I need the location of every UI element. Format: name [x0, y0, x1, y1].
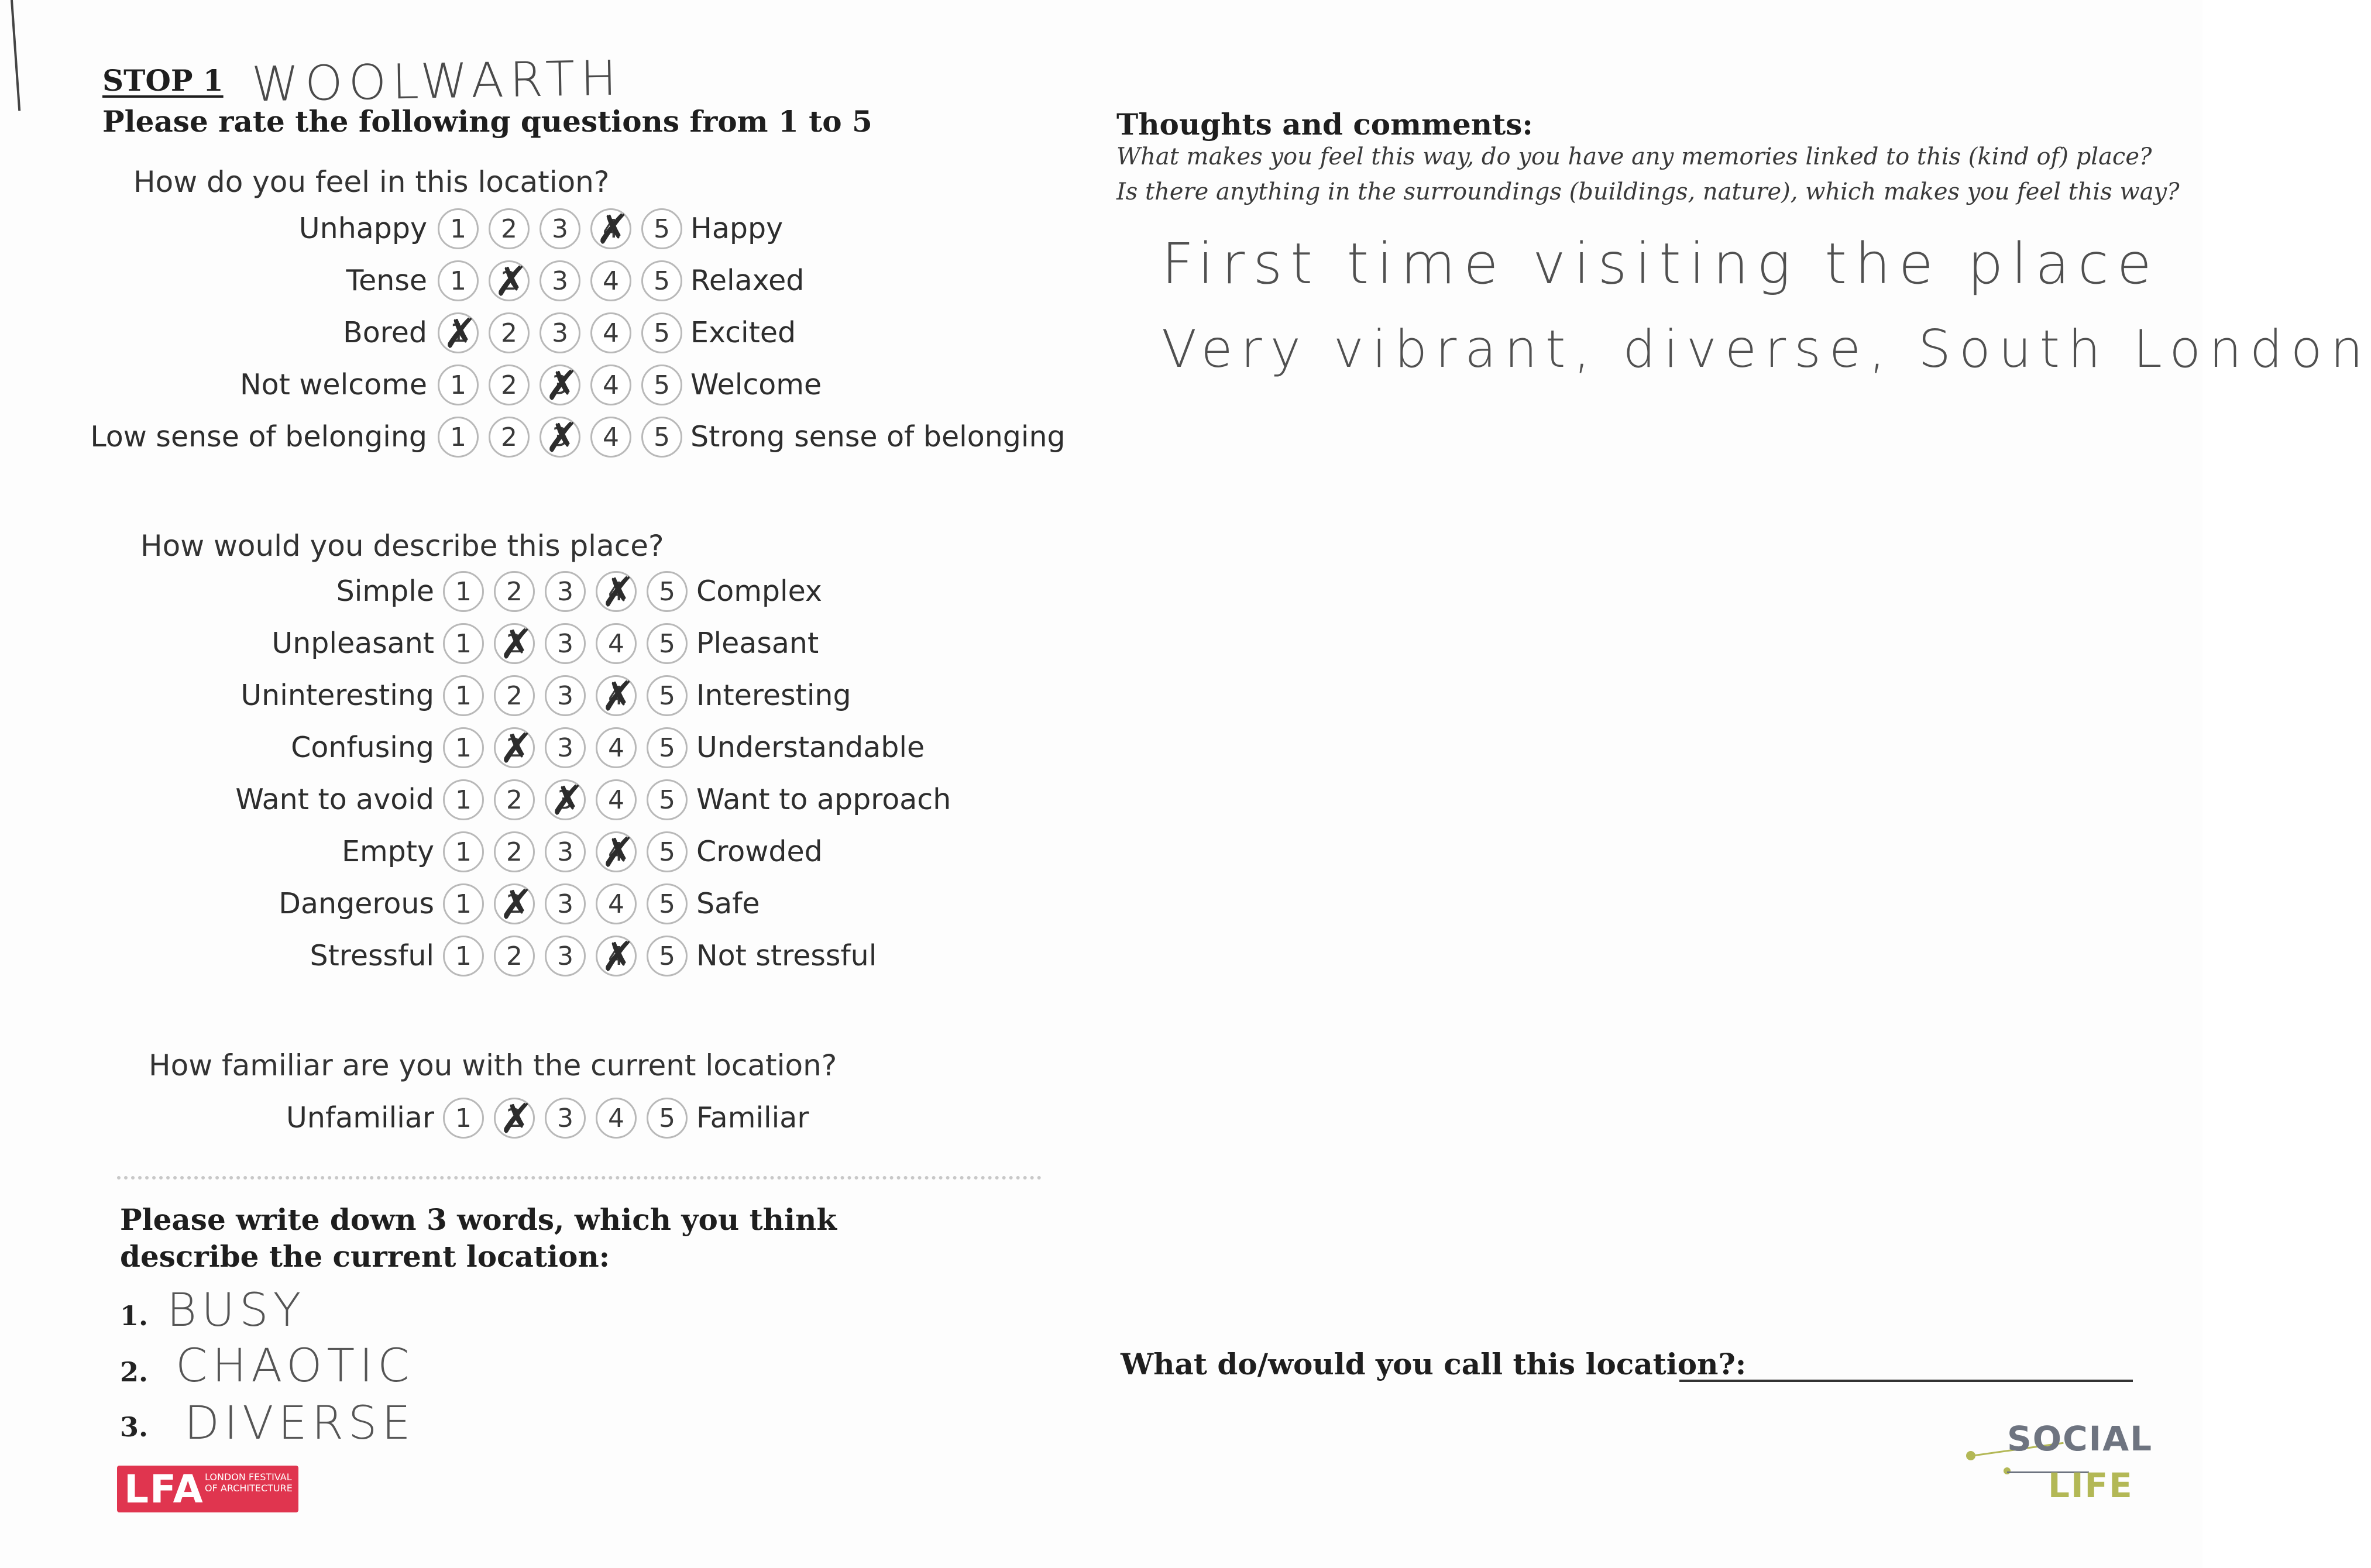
familiar-question: How familiar are you with the current location? — [149, 1048, 837, 1082]
rating-left-label: Dangerous — [279, 887, 434, 920]
rating-option-selected[interactable]: 4 ✗ — [596, 831, 637, 872]
rating-scale — [443, 669, 697, 723]
rating-right-label: Excited — [690, 316, 796, 349]
social-life-logo — [1966, 1407, 2153, 1530]
rating-option[interactable]: 1 — [443, 727, 484, 768]
rating-option[interactable]: 2 — [489, 312, 530, 353]
rating-option[interactable]: 5 — [641, 208, 682, 249]
rating-left-label: Not welcome — [239, 368, 427, 401]
rating-scale — [438, 306, 692, 360]
rating-option[interactable]: 5 — [641, 365, 682, 405]
rating-option[interactable]: 5 — [641, 417, 682, 458]
stop-name-handwritten: WOOLWARTH — [251, 50, 623, 113]
rating-option[interactable]: 3 — [545, 727, 586, 768]
word-2-value[interactable]: CHAOTIC — [176, 1340, 414, 1392]
rating-right-label: Happy — [690, 212, 784, 245]
rating-option-selected[interactable]: 3 ✗ — [540, 417, 580, 458]
lfa-logo-subtext: LONDON FESTIVAL OF ARCHITECTURE — [205, 1471, 293, 1494]
rating-option[interactable]: 1 — [438, 208, 479, 249]
rating-right-label: Crowded — [696, 835, 823, 868]
stop-label: STOP 1 — [102, 63, 224, 98]
word-1-value[interactable]: BUSY — [167, 1284, 306, 1337]
rating-option[interactable]: 5 — [647, 779, 688, 820]
rating-row — [0, 669, 2202, 723]
rating-scale — [438, 202, 692, 256]
rating-scale — [438, 254, 692, 308]
rating-option[interactable]: 4 — [596, 779, 637, 820]
rating-option[interactable]: 5 — [647, 883, 688, 924]
social-logo-dot-small — [2004, 1467, 2011, 1474]
rating-right-label: Familiar — [696, 1101, 809, 1134]
rating-option[interactable]: 5 — [647, 831, 688, 872]
rating-option[interactable]: 4 — [596, 883, 637, 924]
rating-option[interactable]: 1 — [443, 883, 484, 924]
lfa-logo-text: LFA — [124, 1467, 204, 1512]
rating-right-label: Interesting — [696, 679, 851, 712]
thoughts-prompt-line1: What makes you feel this way, do you have any memories linked to this (kind of) place? — [1116, 143, 2152, 170]
rating-option[interactable]: 2 — [494, 779, 535, 820]
rating-option[interactable]: 5 — [647, 1098, 688, 1139]
rating-option-selected[interactable]: 4 ✗ — [596, 936, 637, 976]
rating-left-label: Unhappy — [298, 212, 427, 245]
thoughts-title: Thoughts and comments: — [1116, 107, 1533, 142]
rating-scale — [443, 825, 697, 879]
rating-right-label: Pleasant — [696, 627, 819, 660]
rating-row — [0, 877, 2202, 931]
feel-question: How do you feel in this location? — [133, 165, 610, 199]
rating-option[interactable]: 3 — [545, 831, 586, 872]
rating-option[interactable]: 3 — [540, 260, 580, 301]
social-logo-bottom-text: LIFE — [2048, 1466, 2133, 1505]
rating-scale — [438, 358, 692, 412]
word-1-number: 1. — [120, 1300, 149, 1332]
rating-left-label: Unfamiliar — [286, 1101, 434, 1134]
rating-option-selected[interactable]: 4 ✗ — [590, 208, 631, 249]
social-logo-top-text: SOCIAL — [2007, 1419, 2153, 1459]
thoughts-answer-line2[interactable]: Very vibrant, diverse, South London — [1162, 319, 2371, 379]
rating-option[interactable]: 1 — [443, 779, 484, 820]
words-heading-line1: Please write down 3 words, which you think — [120, 1202, 837, 1237]
rating-row — [0, 410, 2202, 464]
rating-left-label: Uninteresting — [240, 679, 434, 712]
rating-option[interactable]: 2 — [494, 831, 535, 872]
rating-scale — [443, 617, 697, 670]
rating-left-label: Unpleasant — [272, 627, 434, 660]
rating-option[interactable]: 5 — [641, 312, 682, 353]
rating-option[interactable]: 1 — [443, 675, 484, 716]
rating-option[interactable]: 4 — [590, 417, 631, 458]
rating-left-label: Low sense of belonging — [90, 420, 427, 453]
rating-left-label: Stressful — [310, 939, 434, 972]
rating-option[interactable]: 4 — [596, 727, 637, 768]
rating-row — [0, 565, 2202, 618]
rating-scale — [443, 565, 697, 618]
rating-option-selected[interactable]: 3 ✗ — [540, 365, 580, 405]
rating-option[interactable]: 2 — [494, 571, 535, 612]
rating-left-label: Bored — [343, 316, 427, 349]
rating-scale — [443, 877, 697, 931]
thoughts-answer-line1[interactable]: First time visiting the place — [1162, 231, 2160, 297]
rating-option[interactable]: 3 — [545, 675, 586, 716]
rating-row — [0, 617, 2202, 670]
rating-option[interactable]: 2 — [494, 936, 535, 976]
rating-right-label: Want to approach — [696, 783, 951, 816]
lfa-logo — [117, 1466, 298, 1512]
rating-option[interactable]: 1 — [443, 831, 484, 872]
scan-edge-mark — [11, 0, 20, 111]
rating-right-label: Relaxed — [690, 264, 805, 297]
call-location-label: What do/would you call this location?: — [1121, 1347, 1747, 1381]
rating-left-label: Simple — [336, 575, 434, 608]
rating-option[interactable]: 3 — [545, 936, 586, 976]
rating-option[interactable]: 5 — [647, 623, 688, 664]
rating-option[interactable]: 4 — [590, 312, 631, 353]
section-divider — [117, 1176, 1042, 1180]
rating-option-selected[interactable]: 3 ✗ — [545, 779, 586, 820]
rating-option[interactable]: 1 — [438, 417, 479, 458]
rating-option[interactable]: 1 — [443, 936, 484, 976]
rating-row — [0, 825, 2202, 879]
rating-option[interactable]: 4 — [596, 1098, 637, 1139]
rating-option[interactable]: 2 — [494, 675, 535, 716]
rating-option[interactable]: 3 — [545, 883, 586, 924]
word-3-value[interactable]: DIVERSE — [184, 1397, 415, 1450]
rating-option[interactable]: 5 — [647, 936, 688, 976]
rating-option[interactable]: 4 — [596, 623, 637, 664]
rating-option-selected[interactable]: 4 ✗ — [596, 675, 637, 716]
rating-right-label: Understandable — [696, 731, 925, 764]
thoughts-prompt-line2: Is there anything in the surroundings (buildings, nature), which makes you feel this way? — [1116, 178, 2180, 205]
rating-left-label: Want to avoid — [235, 783, 434, 816]
rating-option-selected[interactable]: 2 ✗ — [494, 1098, 535, 1139]
rating-row — [0, 929, 2202, 983]
rating-option-selected[interactable]: 4 ✗ — [596, 571, 637, 612]
rating-option[interactable]: 5 — [647, 675, 688, 716]
rating-scale — [443, 929, 697, 983]
rating-row — [0, 721, 2202, 775]
rating-option[interactable]: 2 — [489, 208, 530, 249]
word-2-number: 2. — [120, 1356, 149, 1388]
rating-option-selected[interactable]: 2 ✗ — [489, 260, 530, 301]
rating-left-label: Empty — [341, 835, 434, 868]
call-location-answer-line[interactable] — [1679, 1380, 2133, 1382]
rating-scale — [443, 773, 697, 827]
rating-right-label: Strong sense of belonging — [690, 420, 1066, 453]
rating-option[interactable]: 5 — [641, 260, 682, 301]
rating-option[interactable]: 2 — [489, 365, 530, 405]
rating-option[interactable]: 5 — [647, 727, 688, 768]
describe-question: How would you describe this place? — [140, 529, 664, 563]
rating-option[interactable]: 1 — [443, 623, 484, 664]
rating-option[interactable]: 5 — [647, 571, 688, 612]
rating-row — [0, 1091, 2202, 1145]
rating-option[interactable]: 3 — [545, 1098, 586, 1139]
rating-option[interactable]: 1 — [443, 571, 484, 612]
rating-instruction: Please rate the following questions from 1 to 5 — [102, 104, 872, 139]
rating-option[interactable]: 1 — [443, 1098, 484, 1139]
rating-option[interactable]: 4 — [590, 260, 631, 301]
rating-option-selected[interactable]: 1 ✗ — [438, 312, 479, 353]
rating-right-label: Not stressful — [696, 939, 877, 972]
words-heading-line2: describe the current location: — [120, 1239, 610, 1274]
rating-option[interactable]: 3 — [540, 208, 580, 249]
rating-option[interactable]: 3 — [545, 571, 586, 612]
rating-right-label: Complex — [696, 575, 822, 608]
rating-option[interactable]: 3 — [545, 623, 586, 664]
rating-option-selected[interactable]: 2 ✗ — [494, 727, 535, 768]
word-3-number: 3. — [120, 1411, 149, 1443]
rating-option[interactable]: 1 — [438, 260, 479, 301]
rating-right-label: Safe — [696, 887, 760, 920]
rating-row — [0, 773, 2202, 827]
rating-right-label: Welcome — [690, 368, 822, 401]
rating-option-selected[interactable]: 2 ✗ — [494, 623, 535, 664]
rating-option-selected[interactable]: 2 ✗ — [494, 883, 535, 924]
rating-scale — [443, 1091, 697, 1145]
rating-left-label: Confusing — [291, 731, 434, 764]
rating-scale — [443, 721, 697, 775]
rating-scale — [438, 410, 692, 464]
rating-option[interactable]: 2 — [489, 417, 530, 458]
rating-option[interactable]: 4 — [590, 365, 631, 405]
rating-left-label: Tense — [346, 264, 427, 297]
rating-option[interactable]: 1 — [438, 365, 479, 405]
rating-option[interactable]: 3 — [540, 312, 580, 353]
